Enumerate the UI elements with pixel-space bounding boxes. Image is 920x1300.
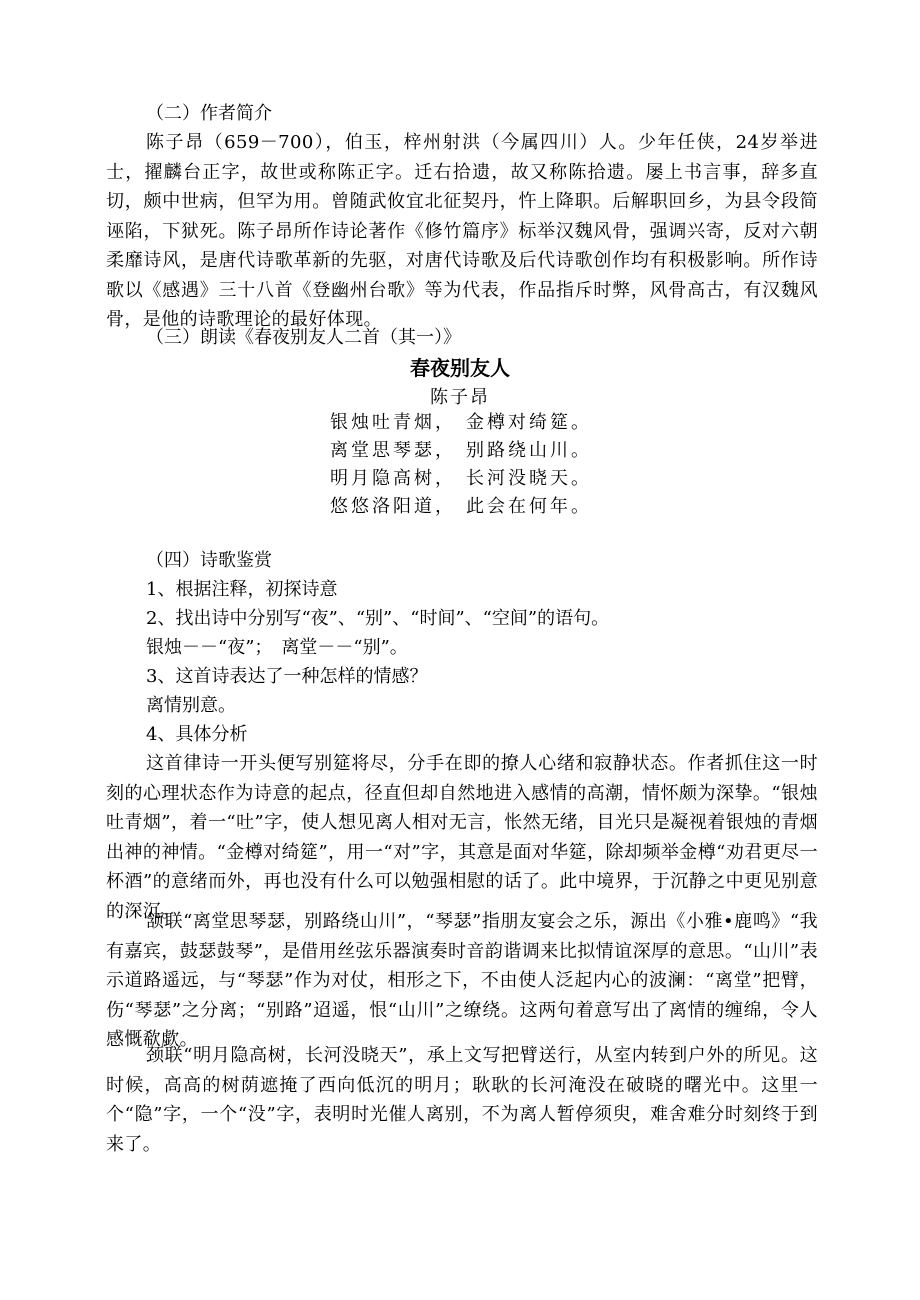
section-heading-appreciation: （四）诗歌鉴赏 [146, 550, 272, 571]
poem-line-first-half: 明月隐高树， [330, 468, 456, 489]
poem-line-first-half: 银烛吐青烟， [330, 412, 456, 433]
poem-line-first-half: 离堂思琴瑟， [330, 440, 456, 461]
analysis-paragraph-3: 颈联“明月隐高树，长河没晓天”，承上文写把臂送行，从室内转到户外的所见。这时候，高高的树荫遮掩了西向低沉的明月；耿耿的长河淹没在破晓的曙光中。这里一个“隐”字，一个“没”字，表明时光催人离别，不为离人暂停须臾，难舍难分时刻终于到来了。 [106, 1045, 818, 1155]
poem-line-second-half: 长河没晓天。 [466, 468, 592, 489]
answer-2: 银烛－－“夜”； 离堂－－“别”。 [146, 637, 408, 658]
poem-line-second-half: 金樽对绮筵。 [466, 412, 592, 433]
answer-3: 离情别意。 [146, 695, 236, 716]
poem-line-second-half: 别路绕山川。 [466, 440, 592, 461]
question-3: 3、这首诗表达了一种怎样的情感？ [146, 666, 428, 687]
section-heading-author: （二）作者简介 [146, 103, 272, 124]
author-bio-paragraph: 陈子昂（659－700），伯玉，梓州射洪（今属四川）人。少年任侠，24岁举进士，擢麟台正字，故世或称陈正字。迁右拾遗，故又称陈拾遗。屡上书言事，辞多直切，颇中世病，但罕为用。曾随武攸宜北征契丹，忤上降职。后解职回乡，为县令段简诬陷，下狱死。陈子昂所作诗论著作《修竹篇序》标举汉魏风骨，强调兴寄，反对六朝柔靡诗风，是唐代诗歌革新的先驱，对唐代诗歌及后代诗歌创作均有积极影响。所作诗歌以《感遇》三十八首《登幽州台歌》等为代表，作品指斥时弊，风骨高古，有汉魏风骨，是他的诗歌理论的最好体现。 [106, 132, 818, 330]
question-4: 4、具体分析 [146, 724, 248, 745]
poem-title: 春夜别友人 [410, 356, 510, 380]
question-1: 1、根据注释，初探诗意 [146, 579, 338, 600]
poem-line [330, 437, 592, 465]
poem-author: 陈子昂 [430, 387, 490, 408]
poem-line [330, 493, 592, 521]
poem-line-second-half: 此会在何年。 [466, 496, 592, 517]
section-heading-reading: （三）朗读《春夜别友人二首（其一）》 [146, 327, 461, 348]
question-2: 2、找出诗中分别写“夜”、“别”、“时间”、“空间”的语句。 [146, 608, 610, 629]
poem-line [330, 409, 592, 437]
analysis-paragraph-1: 这首律诗一开头便写别筵将尽，分手在即的撩人心绪和寂静状态。作者抓住这一时刻的心理状态作为诗意的起点，径直但却自然地进入感情的高潮，情怀颇为深挚。“银烛吐青烟”，着一“吐”字，使人想见离人相对无言，怅然无绪，目光只是凝视着银烛的青烟出神的神情。“金樽对绮筵”，用一“对”字，其意是面对华筵，除却频举金樽“劝君更尽一杯酒”的意绪而外，再也没有什么可以勉强相慰的话了。此中境界，于沉静之中更见别意的深沉。 [106, 753, 818, 922]
poem-line [330, 465, 592, 493]
analysis-paragraph-2: 颔联“离堂思琴瑟，别路绕山川”，“琴瑟”指朋友宴会之乐，源出《小雅•鹿鸣》“我有嘉宾，鼓瑟鼓琴”，是借用丝弦乐器演奏时音韵谐调来比拟情谊深厚的意思。“山川”表示道路遥远，与“琴瑟”作为对仗，相形之下，不由使人泛起内心的波澜：“离堂”把臂，伤“琴瑟”之分离；“别路”迢遥，恨“山川”之缭绕。这两句着意写出了离情的缠绵，令人感慨欷歔。 [106, 911, 818, 1050]
poem-line-first-half: 悠悠洛阳道， [330, 496, 456, 517]
